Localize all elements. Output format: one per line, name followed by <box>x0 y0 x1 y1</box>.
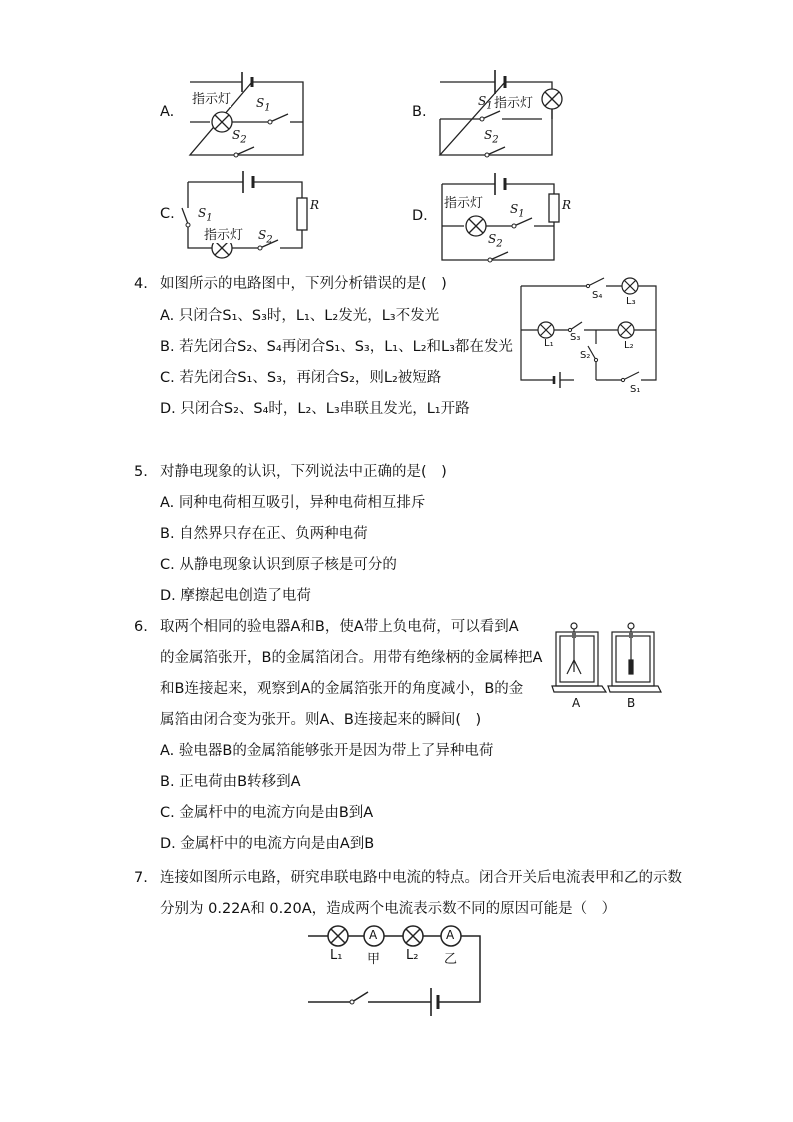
question-number: 7. <box>134 870 148 886</box>
option-a: A. 只闭合S₁、S₃时，L₁、L₂发光，L₃不发光 <box>160 308 440 324</box>
q7-circuit-svg <box>300 924 490 1020</box>
option-letter-a: A. <box>160 104 175 120</box>
ammeter-jia-label: 甲 <box>367 952 381 967</box>
option-d: D. 只闭合S₂、S₄时，L₂、L₃串联且发光，L₁开路 <box>160 401 470 417</box>
label-s1: S₁ <box>630 384 641 395</box>
option-b-circuit <box>412 62 572 162</box>
switch-s1-label: $S_1$ <box>198 206 213 224</box>
circuit-diagram-c <box>160 168 320 268</box>
switch-s2-label: $S_2$ <box>232 128 247 146</box>
option-letter-c: C. <box>160 206 175 222</box>
indicator-lamp-label: 指示灯 <box>444 192 483 211</box>
indicator-lamp-label: 指示灯 <box>494 96 534 111</box>
question-stem-line-1: 连接如图所示电路，研究串联电路中电流的特点。闭合开关后电流表甲和乙的示数 <box>160 870 682 886</box>
label-l1: L₁ <box>544 338 554 349</box>
option-b: B. 若先闭合S₂、S₄再闭合S₁、S₃，L₁、L₂和L₃都在发光 <box>160 339 513 355</box>
electroscope-a-label: A <box>572 696 581 710</box>
question-stem-line-2: 的金属箔张开，B的金属箔闭合。用带有绝缘柄的金属棒把A <box>160 650 543 666</box>
lamp-l2-label: L₂ <box>406 948 419 963</box>
question-stem: 如图所示的电路图中，下列分析错误的是( ) <box>160 276 447 292</box>
lamp-l1-label: L₁ <box>330 948 343 963</box>
option-c-circuit <box>160 168 320 268</box>
label-l3: L₃ <box>626 296 636 307</box>
option-a: A. 验电器B的金属箔能够张开是因为带上了异种电荷 <box>160 743 494 759</box>
label-s3: S₃ <box>570 332 581 343</box>
electroscope-b-label: B <box>627 696 636 710</box>
label-s4: S₄ <box>592 290 603 301</box>
option-b: B. 正电荷由B转移到A <box>160 774 301 790</box>
option-letter-b: B. <box>412 104 427 120</box>
q4-circuit-svg <box>516 272 666 400</box>
option-d-circuit <box>412 170 582 270</box>
label-s2: S₂ <box>580 350 591 361</box>
question-stem-line-4: 属箔由闭合变为张开。则A、B连接起来的瞬间( ) <box>160 712 482 728</box>
question-stem-line-1: 取两个相同的验电器A和B，使A带上负电荷，可以看到A <box>160 619 519 635</box>
option-b: B. 自然界只存在正、负两种电荷 <box>160 526 368 542</box>
question-number: 4. <box>134 276 148 292</box>
question-number: 6. <box>134 619 148 635</box>
label-l2: L₂ <box>624 340 634 351</box>
indicator-lamp-label: 指示灯 <box>192 88 231 107</box>
switch-s2-label: $S_2$ <box>484 128 499 146</box>
q4-circuit-diagram <box>516 272 666 400</box>
ammeter-jia-symbol: A <box>369 928 378 942</box>
switch-s2-label: $S_2$ <box>488 232 503 250</box>
question-number: 5. <box>134 464 148 480</box>
question-stem: 对静电现象的认识，下列说法中正确的是( ) <box>160 464 447 480</box>
indicator-lamp-label: 指示灯 <box>204 224 243 243</box>
circuit-diagram-d <box>412 170 582 270</box>
option-a: A. 同种电荷相互吸引，异种电荷相互排斥 <box>160 495 426 511</box>
circuit-diagram-a <box>160 62 310 162</box>
option-letter-d: D. <box>412 208 428 224</box>
switch-s2-label: $S_2$ <box>258 228 273 246</box>
circuit-diagram-b <box>412 62 572 162</box>
switch-s1-label: $S_1$ <box>478 94 493 112</box>
electroscope-diagram <box>550 620 662 720</box>
ammeter-yi-label: 乙 <box>444 952 458 967</box>
switch-s1-label: $S_1$ <box>510 202 525 220</box>
option-a-circuit <box>160 62 310 162</box>
q7-circuit-diagram <box>300 924 490 1020</box>
question-stem-line-2: 分别为 0.22A和 0.20A，造成两个电流表示数不同的原因可能是（ ） <box>160 901 617 917</box>
option-d: D. 摩擦起电创造了电荷 <box>160 588 311 604</box>
ammeter-yi-symbol: A <box>446 928 455 942</box>
option-d: D. 金属杆中的电流方向是由A到B <box>160 836 375 852</box>
electroscope-svg <box>550 620 662 720</box>
resistor-label: R <box>310 198 320 212</box>
resistor-label: R <box>562 198 572 212</box>
question-stem-line-3: 和B连接起来，观察到A的金属箔张开的角度减小，B的金 <box>160 681 524 697</box>
option-c: C. 金属杆中的电流方向是由B到A <box>160 805 374 821</box>
option-c: C. 若先闭合S₁、S₃，再闭合S₂，则L₂被短路 <box>160 370 442 386</box>
option-c: C. 从静电现象认识到原子核是可分的 <box>160 557 397 573</box>
switch-s1-label: $S_1$ <box>256 96 271 114</box>
